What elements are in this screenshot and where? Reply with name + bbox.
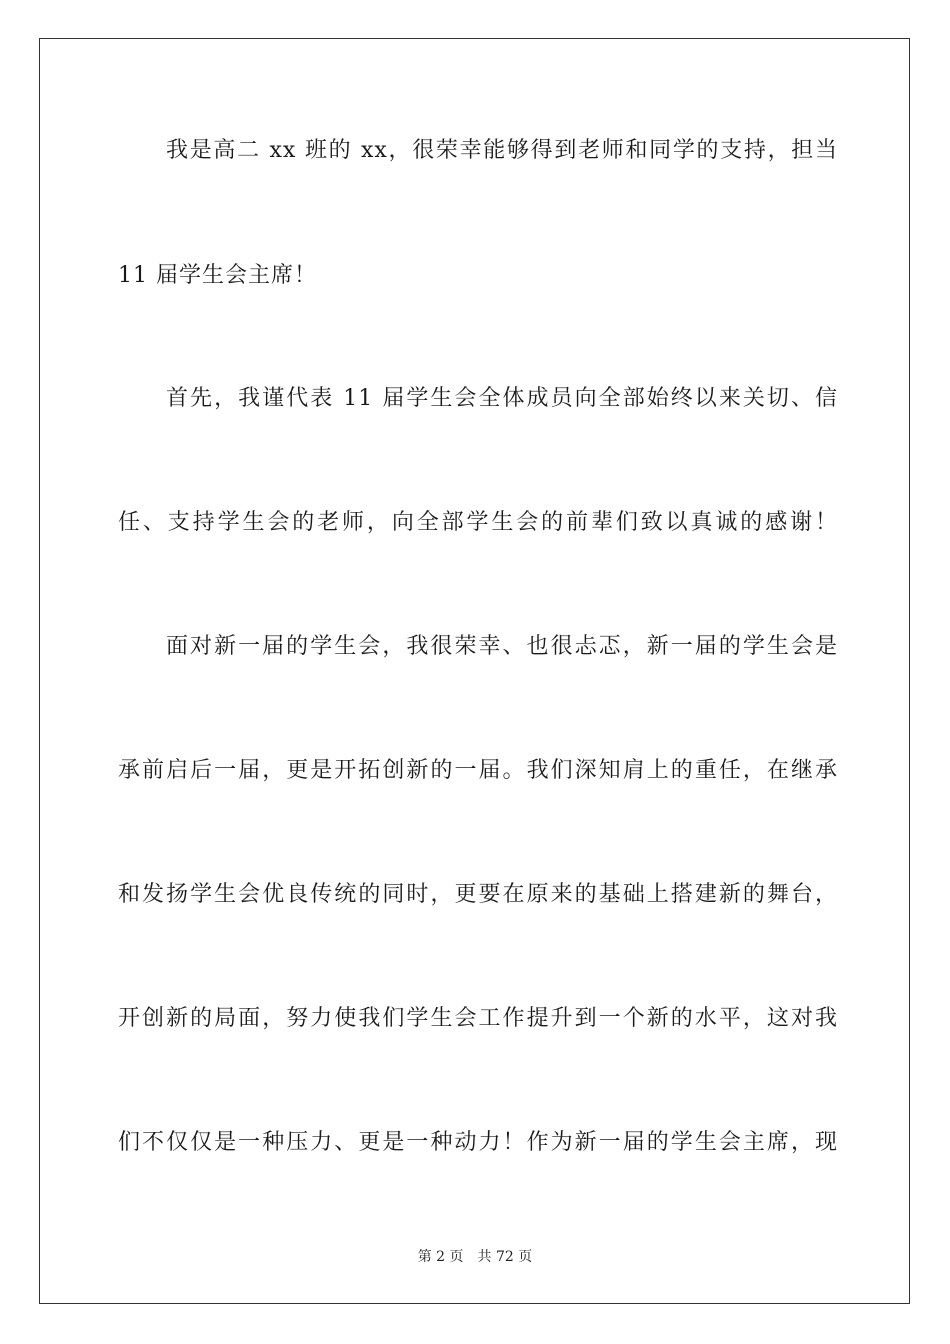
page-total: 共 72 页 [477,1249,533,1265]
page-footer [0,1248,950,1266]
paragraph-line: 开创新的局面，努力使我们学生会工作提升到一个新的水平，这对我 [118,1006,838,1031]
paragraph-line: 我是高二 xx 班的 xx，很荣幸能够得到老师和同学的支持，担当 [166,138,838,163]
paragraph-line: 承前启后一届，更是开拓创新的一届。我们深知肩上的重任，在继承 [118,758,838,783]
paragraph-line: 11 届学生会主席！ [118,263,317,288]
paragraph-line: 们不仅仅是一种压力、更是一种动力！作为新一届的学生会主席，现 [118,1130,838,1155]
page-number: 第 2 页 [417,1249,464,1265]
paragraph-line: 面对新一届的学生会，我很荣幸、也很忐忑，新一届的学生会是 [166,634,838,659]
paragraph-line: 首先，我谨代表 11 届学生会全体成员向全部始终以来关切、信 [166,386,838,411]
paragraph-line: 任、支持学生会的老师，向全部学生会的前辈们致以真诚的感谢！ [118,510,838,535]
paragraph-line: 和发扬学生会优良传统的同时，更要在原来的基础上搭建新的舞台， [118,882,838,907]
page-frame [39,38,910,1304]
